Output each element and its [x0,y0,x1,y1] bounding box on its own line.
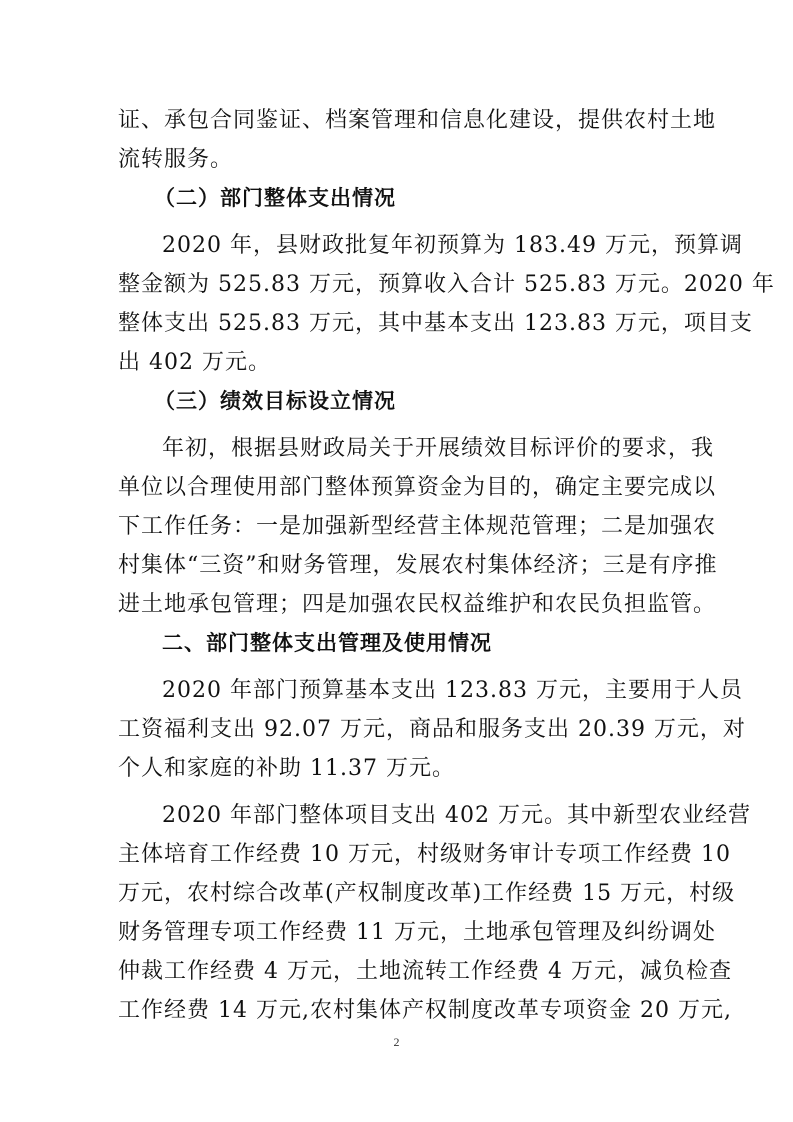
paragraph-line: 整体支出 525.83 万元，其中基本支出 123.83 万元，项目支 [118,311,753,336]
paragraph-line: 出 402 万元。 [118,350,271,375]
paragraph-line: 工作经费 14 万元,农村集体产权制度改革专项资金 20 万元, [118,998,732,1023]
paragraph-line: 仲裁工作经费 4 万元，土地流转工作经费 4 万元，减负检查 [118,959,732,984]
section-heading: （二）部门整体支出情况 [154,186,396,210]
paragraph-line: 万元，农村综合改革(产权制度改革)工作经费 15 万元，村级 [118,881,736,906]
paragraph-line: 村集体“三资”和财务管理，发展农村集体经济；三是有序推 [118,553,718,578]
document-body [118,101,775,1030]
paragraph-line: 流转服务。 [118,147,234,172]
section-heading: 二、部门整体支出管理及使用情况 [162,631,492,655]
paragraph-line: 主体培育工作经费 10 万元，村级财务审计专项工作经费 10 [118,842,731,867]
paragraph-line: 单位以合理使用部门整体预算资金为目的，确定主要完成以 [118,475,717,500]
section-heading: （三）绩效目标设立情况 [154,389,396,413]
paragraph-line: 年初，根据县财政局关于开展绩效目标评价的要求，我 [162,436,715,461]
page-number: 2 [393,1035,400,1049]
paragraph-line: 2020 年，县财政批复年初预算为 183.49 万元，预算调 [162,233,743,258]
paragraph-line: 财务管理专项工作经费 11 万元，土地承包管理及纠纷调处 [118,920,716,945]
paragraph-line: 2020 年部门整体项目支出 402 万元。其中新型农业经营 [162,803,751,828]
paragraph-line: 2020 年部门预算基本支出 123.83 万元，主要用于人员 [162,678,743,703]
paragraph-line: 下工作任务：一是加强新型经营主体规范管理；二是加强农 [118,514,717,539]
paragraph-line: 整金额为 525.83 万元，预算收入合计 525.83 万元。2020 年 [118,272,775,297]
paragraph-line: 证、承包合同鉴证、档案管理和信息化建设，提供农村土地 [118,108,717,133]
paragraph-line: 工资福利支出 92.07 万元，商品和服务支出 20.39 万元，对 [118,717,746,742]
paragraph-line: 进土地承包管理；四是加强农民权益维护和农民负担监管。 [118,592,717,617]
paragraph-line: 个人和家庭的补助 11.37 万元。 [118,756,455,781]
